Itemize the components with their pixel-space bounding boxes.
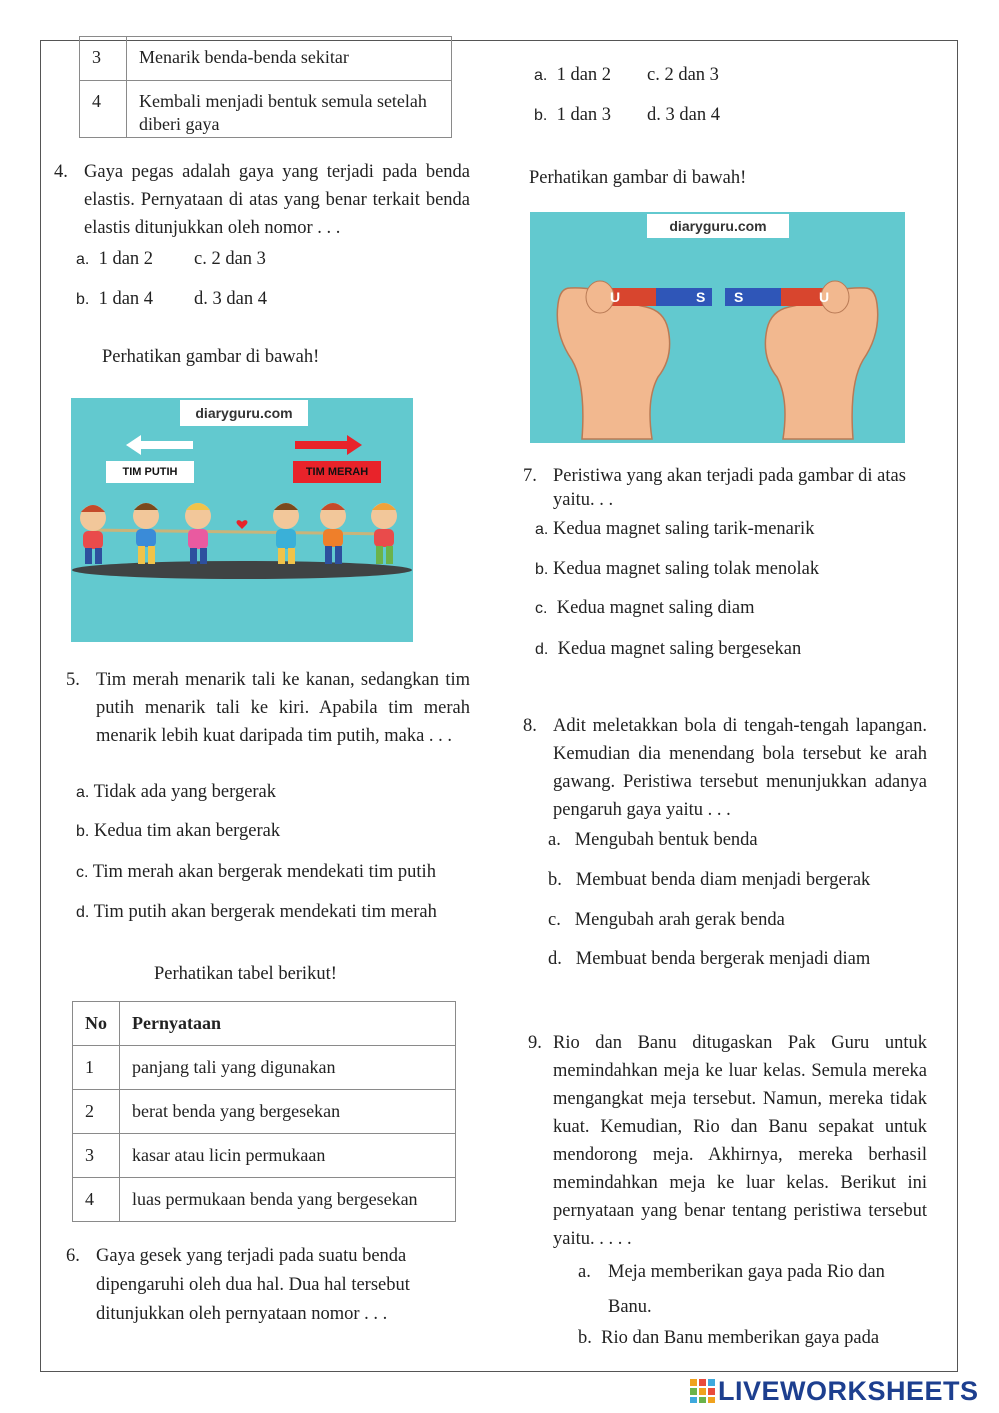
q5-option-a[interactable]: a. Tidak ada yang bergerak <box>76 782 277 802</box>
kid-4 <box>273 503 299 564</box>
q4-option-a[interactable]: a. 1 dan 2 <box>76 249 154 269</box>
table-row: 2 berat benda yang bergesekan <box>73 1090 456 1134</box>
magnet-image: diaryguru.com U S S U <box>530 212 905 443</box>
q7-option-c[interactable]: c. Kedua magnet saling diam <box>535 598 755 618</box>
q6-option-d[interactable]: d. 3 dan 4 <box>647 105 720 125</box>
q6-option-a[interactable]: a. 1 dan 2 <box>534 65 612 85</box>
table-row: 4 Kembali menjadi bentuk semula setelah diberi gaya <box>80 81 452 138</box>
q9-option-b[interactable]: b. Rio dan Banu memberikan gaya pada <box>578 1328 880 1348</box>
left-hand-icon <box>557 288 669 439</box>
instruction-image-right: Perhatikan gambar di bawah! <box>529 168 747 188</box>
kid-5 <box>320 503 346 564</box>
q7-option-a[interactable]: a. Kedua magnet saling tarik-menarik <box>535 519 815 539</box>
magnet-scene <box>530 212 905 443</box>
table-row: 3 kasar atau licin permukaan <box>73 1134 456 1178</box>
liveworksheets-logo <box>690 1376 979 1406</box>
question-9-text: Rio dan Banu ditugaskan Pak Guru untuk memindahkan meja ke luar kelas. Semula mereka mengangkat meja tersebut. Namun, mereka tidak kuat. Kemudian, Rio dan Banu sepakat untuk mendorong meja. Akhirnya, mereka berhasil memindahkan meja ke luar kelas. Berikut ini pernyataan yang benar tentang peristiwa tersebut yaitu. . . . . <box>553 1033 927 1249</box>
kid-1 <box>80 505 106 564</box>
table-row: 3 Menarik benda-benda sekitar <box>80 37 452 81</box>
question-4-text: Gaya pegas adalah gaya yang terjadi pada benda elastis. Pernyataan di atas yang benar terkait benda elastis ditunjukkan oleh nomor . . . <box>84 162 470 238</box>
question-8-text: Adit meletakkan bola di tengah-tengah lapangan. Kemudian dia menendang bola tersebut ke arah gawang. Peristiwa tersebut menunjukkan adanya pengaruh gaya yaitu . . . <box>553 716 927 820</box>
q8-option-c[interactable]: c. Mengubah arah gerak benda <box>548 910 785 930</box>
instruction-image-left: Perhatikan gambar di bawah! <box>102 347 320 367</box>
kid-6 <box>371 503 397 564</box>
question-number: 5. <box>66 670 80 690</box>
q8-option-b[interactable]: b. Membuat benda diam menjadi bergerak <box>548 870 871 890</box>
q4-option-d[interactable]: d. 3 dan 4 <box>194 289 267 309</box>
left-arrow-icon <box>126 435 193 455</box>
q7-option-d[interactable]: d. Kedua magnet saling bergesekan <box>535 639 802 659</box>
table-row: 1 panjang tali yang digunakan <box>73 1046 456 1090</box>
question-7-text: Peristiwa yang akan terjadi pada gambar di atas yaitu. . . <box>553 466 906 510</box>
q7-option-b[interactable]: b. Kedua magnet saling tolak menolak <box>535 559 820 579</box>
instruction-table: Perhatikan tabel berikut! <box>154 964 337 984</box>
question-number: 8. <box>523 716 537 736</box>
tug-of-war-image <box>71 398 413 642</box>
right-arrow-icon <box>295 435 362 455</box>
q4-option-c[interactable]: c. 2 dan 3 <box>194 249 266 269</box>
site-label-box: diaryguru.com <box>180 400 308 426</box>
q4-option-b[interactable]: b. 1 dan 4 <box>76 289 154 309</box>
right-hand-icon <box>765 288 877 439</box>
q6-option-c[interactable]: c. 2 dan 3 <box>647 65 719 85</box>
q8-option-d[interactable]: d. Membuat benda bergerak menjadi diam <box>548 949 871 969</box>
kid-2 <box>133 503 159 564</box>
question-6-text: Gaya gesek yang terjadi pada suatu benda dipengaruhi oleh dua hal. Dua hal tersebut ditunjukkan oleh pernyataan nomor . . . <box>96 1246 410 1324</box>
question-number: 7. <box>523 466 537 486</box>
q5-option-c[interactable]: c. Tim merah akan bergerak mendekati tim putih <box>76 862 436 882</box>
brand-name: LIVEWORKSHEETS <box>718 1375 979 1406</box>
tug-scene <box>71 398 413 642</box>
table-row: 4 luas permukaan benda yang bergesekan <box>73 1178 456 1222</box>
table-header-row: No Pernyataan <box>73 1002 456 1046</box>
statement-table <box>72 1001 456 1222</box>
site-label-box: diaryguru.com <box>647 214 789 238</box>
top-table <box>79 36 452 138</box>
q9-option-a[interactable]: a. Meja memberikan gaya pada Rio dan Banu. <box>578 1262 885 1317</box>
question-number: 9. <box>528 1033 542 1053</box>
q6-option-b[interactable]: b. 1 dan 3 <box>534 105 612 125</box>
q5-option-b[interactable]: b. Kedua tim akan bergerak <box>76 821 281 841</box>
logo-grid-icon <box>690 1379 716 1403</box>
question-number: 4. <box>54 162 68 182</box>
q8-option-a[interactable]: a. Mengubah bentuk benda <box>548 830 758 850</box>
label-red-team: TIM MERAH <box>293 461 381 483</box>
question-5-text: Tim merah menarik tali ke kanan, sedangkan tim putih menarik tali ke kiri. Apabila tim merah menarik lebih kuat daripada tim putih, maka . . . <box>96 670 470 746</box>
kid-3 <box>185 503 211 564</box>
label-white-team: TIM PUTIH <box>106 461 194 483</box>
q5-option-d[interactable]: d. Tim putih akan bergerak mendekati tim merah <box>76 902 437 922</box>
question-number: 6. <box>66 1246 80 1266</box>
